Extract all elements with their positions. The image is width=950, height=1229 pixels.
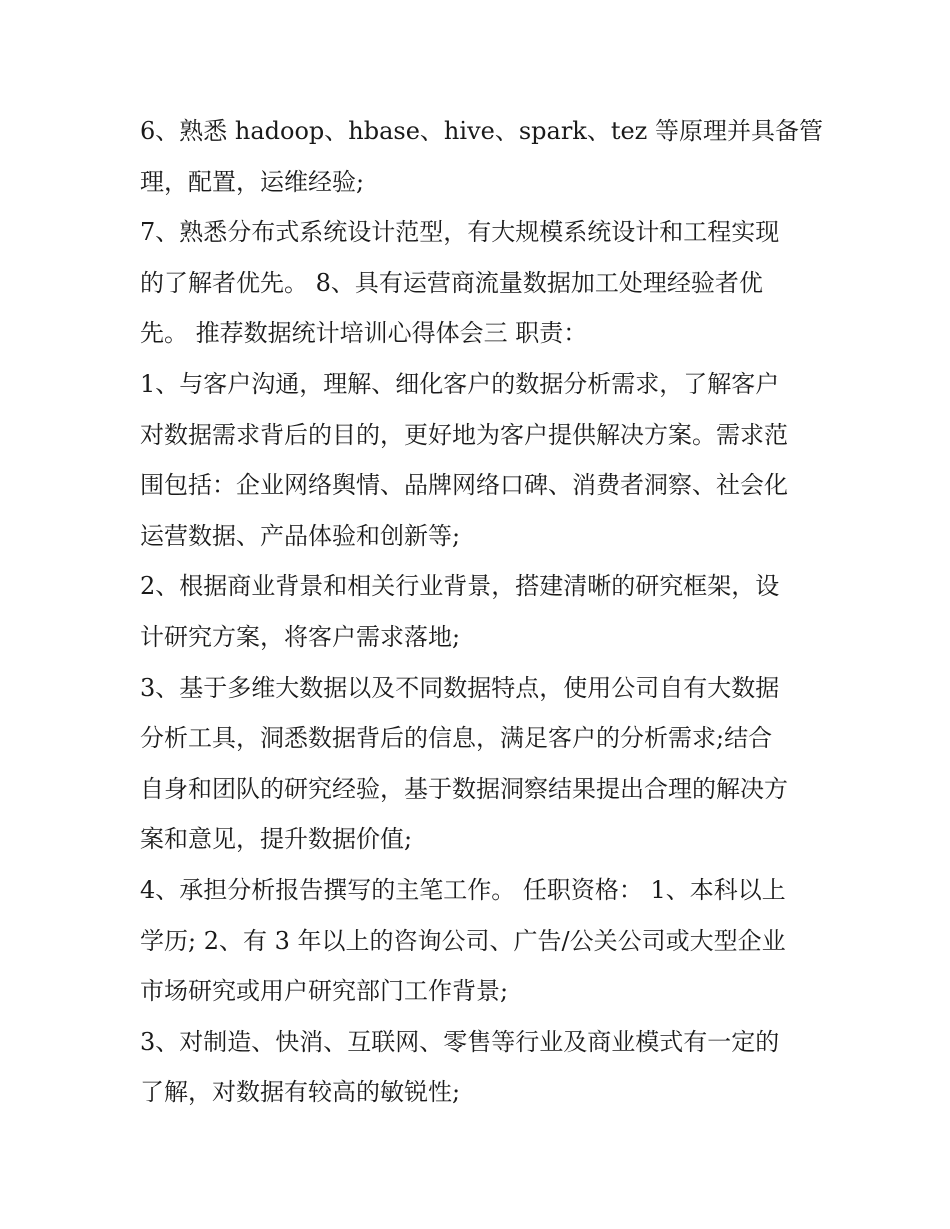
text-line: 围包括：企业网络舆情、品牌网络口碑、消费者洞察、社会化: [140, 471, 788, 500]
document-body: [140, 106, 823, 1118]
text-line: 理，配置，运维经验;: [140, 167, 365, 196]
text-line: 3、基于多维大数据以及不同数据特点，使用公司自有大数据: [140, 673, 780, 702]
text-line: 7、熟悉分布式系统设计范型，有大规模系统设计和工程实现: [140, 218, 780, 247]
text-line: 计研究方案，将客户需求落地;: [140, 622, 461, 651]
text-line: 分析工具，洞悉数据背后的信息，满足客户的分析需求;结合: [140, 724, 773, 753]
text-line: 2、根据商业背景和相关行业背景，搭建清晰的研究框架，设: [140, 572, 780, 601]
text-line: 了解，对数据有较高的敏锐性;: [140, 1078, 461, 1107]
text-line: 案和意见，提升数据价值;: [140, 825, 413, 854]
text-line: 学历; 2、有 3 年以上的咨询公司、广告/公关公司或大型企业: [140, 926, 786, 955]
text-line: 3、对制造、快消、互联网、零售等行业及商业模式有一定的: [140, 1027, 780, 1056]
text-line: 1、与客户沟通，理解、细化客户的数据分析需求，了解客户: [140, 369, 780, 398]
text-line: 的了解者优先。 8、具有运营商流量数据加工处理经验者优: [140, 268, 763, 297]
text-line: 运营数据、产品体验和创新等;: [140, 521, 461, 550]
text-line: 先。 推荐数据统计培训心得体会三 职责：: [140, 319, 588, 348]
text-line: 4、承担分析报告撰写的主笔工作。 任职资格： 1、本科以上: [140, 875, 786, 904]
text-line: 对数据需求背后的目的，更好地为客户提供解决方案。需求范: [140, 420, 788, 449]
text-line: 自身和团队的研究经验，基于数据洞察结果提出合理的解决方: [140, 774, 788, 803]
text-line: 市场研究或用户研究部门工作背景;: [140, 977, 509, 1006]
text-line: 6、熟悉 hadoop、hbase、hive、spark、tez 等原理并具备管: [140, 117, 823, 145]
